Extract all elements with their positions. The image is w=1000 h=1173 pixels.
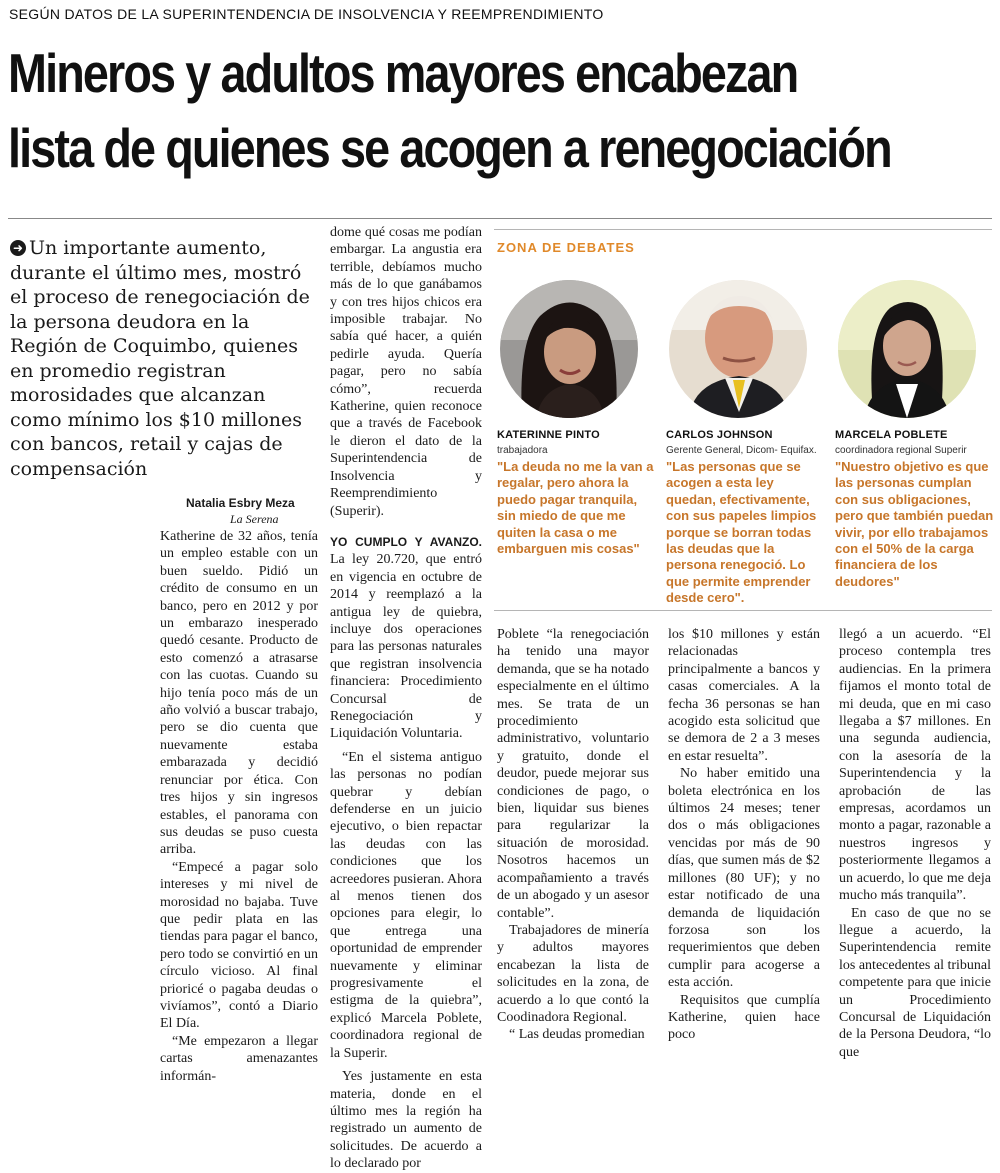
portrait-katerinne-pinto: [500, 280, 638, 418]
paragraph: “ Las deudas promedian: [509, 1027, 645, 1043]
paragraph: Katherine de 32 años, tenía un empleo estable con un buen sueldo. Pidió un crédito de consumo en un banco, pero en 2012 y por un embarazo inesperado quedó cesante. Producto de esto comenzó a atrasarse con las cuotas. Cuando su hijo tenía poco más de un año volvió a buscar trabajo, pero se dio cuenta que nuevamente estaba embarazada y decidió renunciar por ética. Con tres hijos y sin ingresos estables, el panorama con sus deudas se puso cuesta arriba.: [160, 529, 318, 858]
person-quote: "La deuda no me la van a regalar, pero ahora la puedo pagar tranquila, sin miedo de que me quiten la casa o me embarguen mis cosas": [497, 459, 654, 557]
paragraph: En caso de que no se llegue a acuerdo, la Superintendencia remite los antecedentes al tribunal competente para que inicie un Procedimiento Concursal de Liquidación de la Persona Deudora, “lo que: [839, 905, 991, 1060]
paragraph: los $10 millones y están relacionadas principalmente a bancos y casas comerciales. A la fecha 36 personas se han acogido esta solicitud que se demora de 2 a 3 meses en estar resuelta”.: [668, 627, 820, 764]
paragraph: “Me empezaron a llegar cartas amenazantes informán-: [160, 1033, 318, 1084]
section-subhead: YO CUMPLO Y AVANZO.: [330, 534, 482, 549]
person-role: Gerente General, Dicom- Equifax.: [666, 445, 817, 456]
paragraph: llegó a un acuerdo. “El proceso contempla tres audiencias. En la primera fijamos el monto total de mi deuda, que en mi caso llegaba a $7 millones. En una segunda audiencia, con la asesoría de la Superintendencia y la aprobación de las empresas, acordamos un monto a pagar, razonable a nuestros ingresos y posteriormente llegamos a un acuerdo, lo que me deja mucho más tranquila”.: [839, 627, 991, 904]
zona-top-divider: [494, 229, 992, 230]
person-photo-icon: [838, 280, 976, 418]
person-quote: "Las personas que se acogen a esta ley quedan, efectivamente, con sus papeles limpios porque se borran todas las deudas que la persona renegoció. Lo que permite emprender desde cero".: [666, 459, 817, 606]
byline-author: Natalia Esbry Meza: [186, 496, 295, 510]
article-lead: [10, 236, 310, 481]
headline-line-2: lista de quienes se acogen a renegociación: [8, 117, 891, 179]
paragraph: “En el sistema antiguo las personas no podían quebrar y debían defenderse en un juicio ejecutivo, o bien repactar las deudas con las condiciones que los acreedores pusieran. Ahora al menos tienen dos opciones para elegir, lo que entrega una oportunidad de emprender nuevamente y eliminar progresivamente el estigma de la quiebra”, explicó Marcela Poblete, coordinadora regional de la Superir.: [330, 749, 482, 1061]
article-kicker: SEGÚN DATOS DE LA SUPERINTENDENCIA DE INSOLVENCIA Y REEMPRENDIMIENTO: [9, 6, 604, 22]
lead-text: Un importante aumento, durante el último mes, mostró el proceso de renegociación de la persona deudora en la Región de Coquimbo, quienes en promedio registran morosidades que alcanzan como mínimo los $10 millones con bancos, retail y cajas de compensación: [10, 237, 310, 480]
person-role: coordinadora regional Superir: [835, 445, 967, 456]
body-column-4: [668, 626, 820, 1044]
paragraph: [330, 534, 482, 743]
arrow-right-icon: ➜: [10, 240, 26, 256]
person-quote: "Nuestro objetivo es que las personas cumplan con sus obligaciones, pero que también puedan vivir, por ello trabajamos con el 50% de la carga financiera de los deudores": [835, 459, 994, 589]
portrait-marcela-poblete: [838, 280, 976, 418]
person-role: trabajadora: [497, 445, 548, 456]
paragraph: “Empecé a pagar solo intereses y mi nivel de morosidad no bajaba. Tuve que pedir plata en las tiendas para pagar el banco, pero todo se convirtió en un círculo vicioso. Al final prioricé o pagaba deudas o vivíamos”, contó a Diario El Día.: [160, 859, 318, 1032]
paragraph: No haber emitido una boleta electrónica en los últimos 24 meses; tener dos o más obligaciones vencidas por más de 90 días, que sumen más de $2 millones (80 UF); y no estar notificado de una demanda de liquidación forzosa son los requerimientos que deben cumplir para acogerse a esta acción.: [668, 766, 820, 991]
paragraph: Poblete “la renegociación ha tenido una mayor demanda, que se ha notado especialmente en el último mes. Se trata de un procedimiento administrativo, voluntario y gratuito, donde el deudor, puede mejorar sus condiciones de pago, o bien, liquidar sus bienes para regularizar la situación de morosidad. Nosotros hacemos un acompañamiento a través de un abogado y un asesor contable”.: [497, 627, 649, 921]
person-name: KATERINNE PINTO: [497, 429, 600, 441]
person-photo-icon: [669, 280, 807, 418]
portrait-carlos-johnson: [669, 280, 807, 418]
body-column-2: [330, 224, 482, 1173]
body-column-3: [497, 626, 649, 1044]
headline-divider: [8, 218, 992, 219]
paragraph: Trabajadores de minería y adultos mayores encabezan la lista de solicitudes en la zona, de acuerdo a lo que contó la Coodinadora Regional.: [497, 922, 649, 1025]
headline-line-1: Mineros y adultos mayores encabezan: [8, 42, 798, 104]
body-column-1: [160, 528, 318, 1085]
paragraph: Requisitos que cumplía Katherine, quien hace poco: [668, 992, 820, 1043]
zona-bottom-divider: [494, 610, 992, 611]
person-photo-icon: [500, 280, 638, 418]
article-headline: [8, 36, 891, 186]
zona-debates-title: ZONA DE DEBATES: [497, 240, 635, 255]
person-name: CARLOS JOHNSON: [666, 429, 773, 441]
paragraph: Yes justamente en esta materia, donde en el último mes la región ha registrado un aumento de solicitudes. De acuerdo a lo declarado por: [330, 1069, 482, 1172]
byline-place: La Serena: [230, 512, 279, 526]
person-name: MARCELA POBLETE: [835, 429, 948, 441]
body-column-5: [839, 626, 991, 1061]
paragraph: dome qué cosas me podían embargar. La angustia era terrible, debíamos mucho más de lo que ganábamos y con tres hijos chicos era imposible trabajar. No sabía qué hacer, a quién pedirle ayuda. Quería pagar, pero no sabía cómo”, recuerda Katherine, quien reconoce que a través de Facebook le dieron el dato de la Superintendencia de Insolvencia y Reemprendimiento (Superir).: [330, 225, 482, 519]
paragraph-text: La ley 20.720, que entró en vigencia en octubre de 2014 y reemplazó a la antigua ley de quiebra, incluye dos operaciones para las personas naturales que registran insolvencia financiera: Procedimiento Concursal de Renegociación y Liquidación Voluntaria.: [330, 552, 482, 742]
